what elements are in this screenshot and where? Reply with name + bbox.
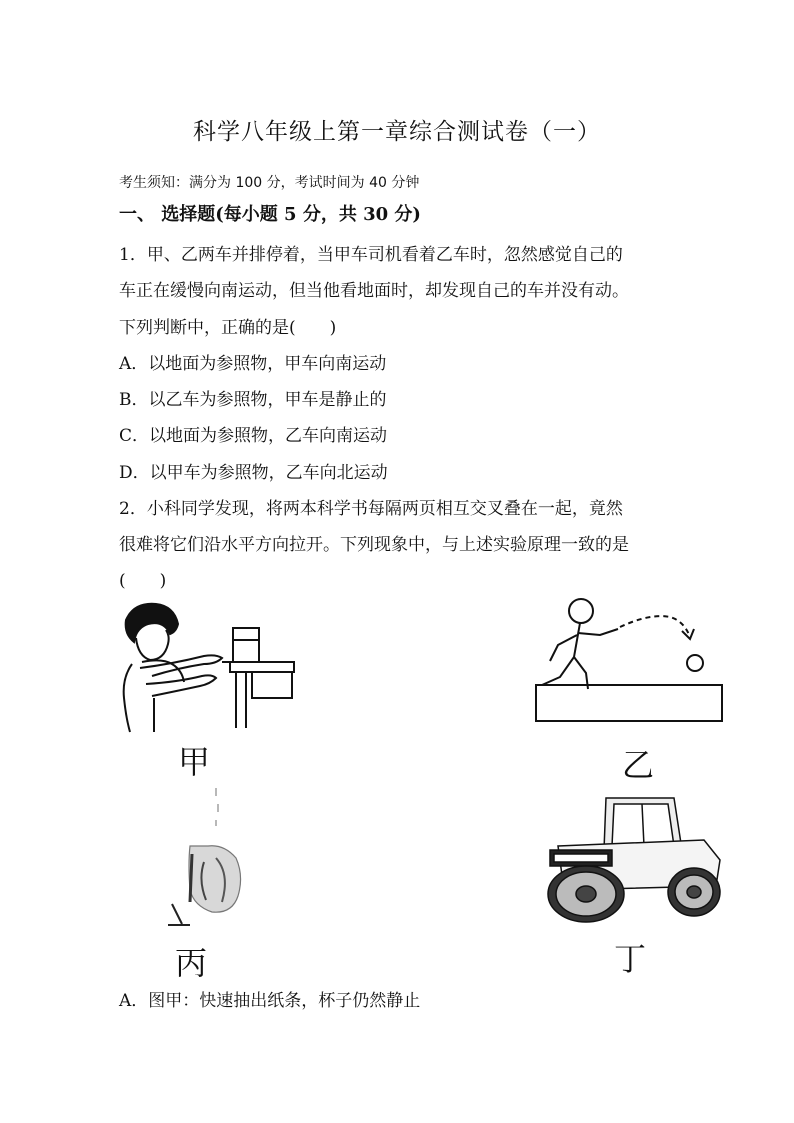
figure-bing-illustration (160, 784, 256, 934)
caption-jia: 甲 (178, 743, 211, 781)
q1-option-c: C．以地面为参照物，乙车向南运动 (119, 426, 388, 446)
caption-ding: 丁 (614, 940, 647, 978)
exam-notice: 考生须知：满分为 100 分，考试时间为 40 分钟 (119, 175, 420, 191)
page-title: 科学八年级上第一章综合测试卷（一） (193, 119, 601, 145)
section-heading: 一、 选择题(每小题 5 分，共 30 分) (119, 204, 421, 225)
q1-option-d: D．以甲车为参照物，乙车向北运动 (119, 463, 388, 483)
q2-line-1: 2．小科同学发现，将两本科学书每隔两页相互交叉叠在一起，竟然 (119, 499, 623, 519)
q1-line-3: 下列判断中，正确的是( ) (119, 318, 337, 338)
q1-option-b: B．以乙车为参照物，甲车是静止的 (119, 390, 387, 410)
q2-option-a: A．图甲：快速抽出纸条，杯子仍然静止 (119, 991, 421, 1011)
q2-line-2: 很难将它们沿水平方向拉开。下列现象中，与上述实验原理一致的是 (119, 535, 629, 555)
q1-option-a: A．以地面为参照物，甲车向南运动 (119, 354, 387, 374)
figure-jia-illustration (112, 598, 312, 736)
caption-bing: 丙 (175, 944, 208, 982)
caption-yi: 乙 (622, 746, 655, 784)
q2-line-3: ( ) (119, 571, 167, 591)
q1-line-2: 车正在缓慢向南运动，但当他看地面时，却发现自己的车并没有动。 (119, 281, 629, 301)
q1-line-1: 1．甲、乙两车并排停着，当甲车司机看着乙车时，忽然感觉自己的 (119, 245, 623, 265)
figure-yi-illustration (530, 595, 726, 727)
figure-ding-illustration (544, 790, 726, 926)
